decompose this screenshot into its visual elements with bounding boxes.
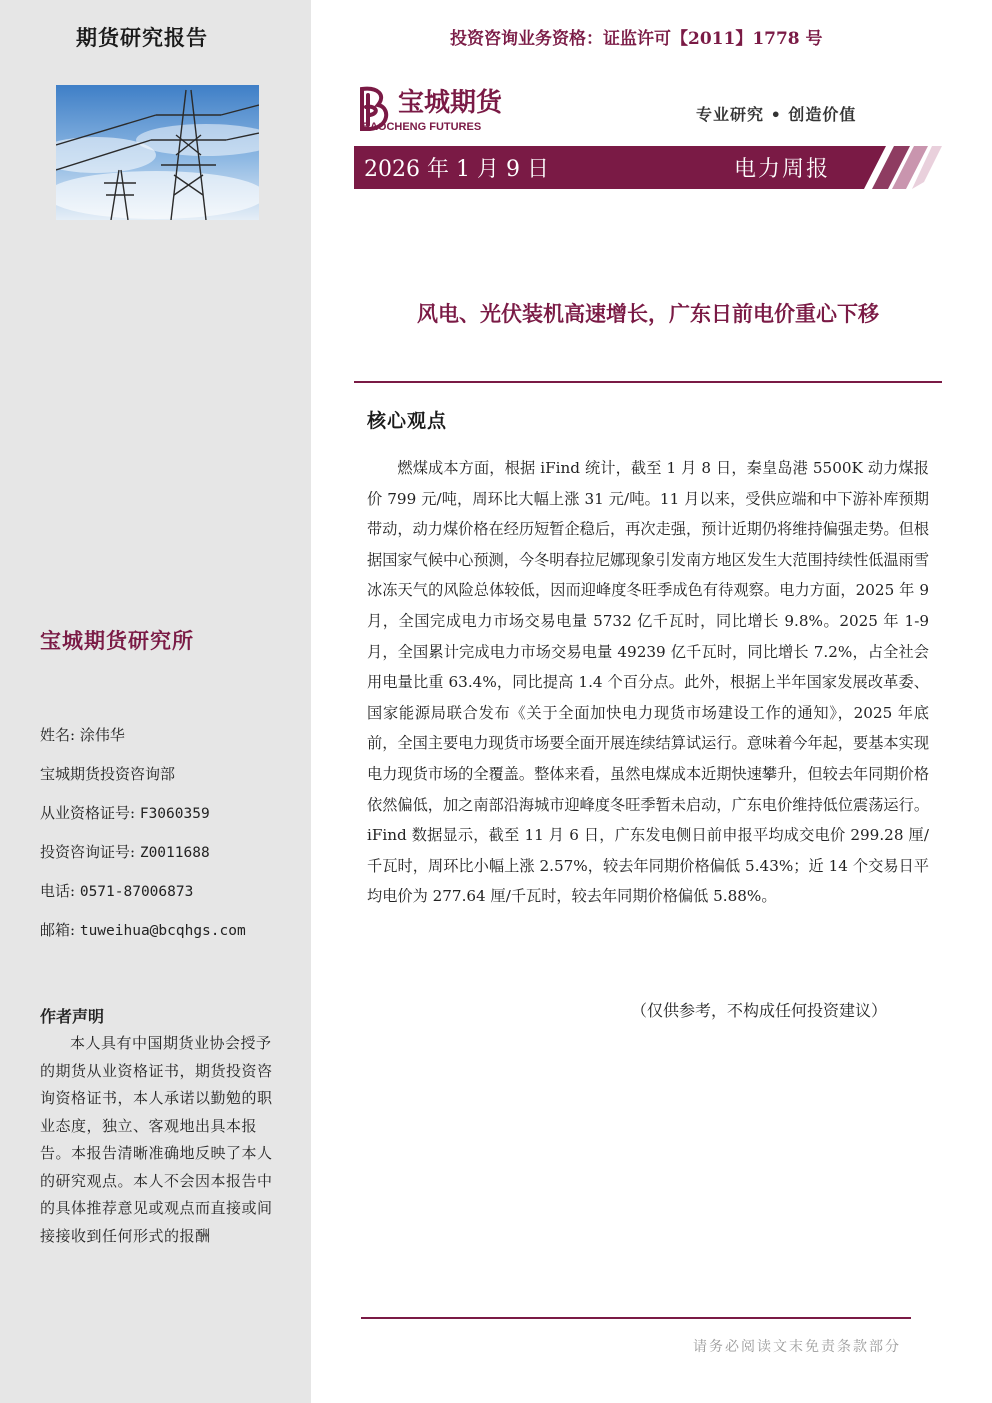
- power-tower-image: [56, 85, 259, 220]
- company-slogan: 专业研究 • 创造价值: [696, 105, 857, 124]
- contact-value: 宝城期货投资咨询部: [40, 765, 176, 783]
- contact-row-department: [40, 763, 246, 802]
- sidebar: [0, 0, 311, 1403]
- power-tower-illustration: [56, 85, 259, 220]
- report-type: 期货研究报告: [76, 25, 208, 50]
- contact-label: 从业资格证号:: [40, 804, 136, 822]
- divider: [354, 381, 942, 383]
- svg-text:BAOCHENG FUTURES: BAOCHENG FUTURES: [362, 121, 482, 133]
- contact-value: 0571-87006873: [79, 884, 194, 900]
- license-statement: 投资咨询业务资格：证监许可【2011】1778 号: [450, 29, 823, 49]
- contact-email-link[interactable]: tuweihua@bcqhgs.com: [79, 923, 246, 939]
- contact-value: 涂伟华: [79, 726, 125, 744]
- report-headline: 风电、光伏装机高速增长，广东日前电价重心下移: [417, 302, 879, 326]
- company-logo-graphic: [356, 85, 526, 133]
- contact-row-phone: [40, 880, 246, 919]
- author-contact: [40, 724, 246, 958]
- report-banner: [354, 146, 942, 189]
- svg-text:宝城期货: 宝城期货: [398, 88, 503, 118]
- contact-row-consulting-license: [40, 841, 246, 880]
- contact-label: 投资咨询证号:: [40, 843, 136, 861]
- contact-label: 电话:: [40, 882, 76, 900]
- footer-disclaimer: 请务必阅读文末免责条款部分: [693, 1339, 901, 1355]
- report-date: 2026 年 1 月 9 日: [364, 157, 549, 182]
- contact-value: F3060359: [139, 806, 210, 822]
- contact-label: 姓名:: [40, 726, 76, 744]
- footer-divider: [361, 1317, 911, 1319]
- contact-value: Z0011688: [139, 845, 210, 861]
- core-view-title: 核心观点: [367, 410, 448, 432]
- company-logo: [356, 85, 526, 137]
- contact-row-name: [40, 724, 246, 763]
- author-declaration-body: 本人具有中国期货业协会授予的期货从业资格证书，期货投资咨询资格证书，本人承诺以勤勉的职业态度，独立、客观地出具本报告。本报告清晰准确地反映了本人的研究观点。本人不会因本报告中的具体推荐意见或观点而直接或间接接收到任何形式的报酬: [40, 1034, 273, 1245]
- report-series-title: 电力周报: [734, 157, 831, 182]
- contact-row-email: [40, 919, 246, 958]
- contact-row-qualification: [40, 802, 246, 841]
- research-institute-name: 宝城期货研究所: [40, 628, 194, 653]
- contact-label: 邮箱:: [40, 921, 76, 939]
- core-view-body: 燃煤成本方面，根据 iFind 统计，截至 1 月 8 日，秦皇岛港 5500K 动力煤报价 799 元/吨，周环比大幅上涨 31 元/吨。11 月以来，受供应端和中下游补库预期带动，动力煤价格在经历短暂企稳后，再次走强，预计近期仍将维持偏强走势。但根据国家气候中心预测，今冬明春拉尼娜现象引发南方地区发生大范围持续性低温雨雪冰冻天气的风险总体较低，因而迎峰度冬旺季成色有待观察。电力方面，2025 年 9 月，全国完成电力市场交易电量 5732 亿千瓦时，同比增长 9.8%。2025 年 1-9 月，全国累计完成电力市场交易电量 49239 亿千瓦时，同比增长 7.2%，占全社会用电量比重 63.4%，同比提高 1.4 个百分点。此外，根据上半年国家发展改革委、国家能源局联合发布《关于全面加快电力现货市场建设工作的通知》，2025 年底前，全国主要电力现货市场要全面开展连续结算试运行。意味着今年起，要基本实现电力现货市场的全覆盖。整体来看，虽然电煤成本近期快速攀升，但较去年同期价格依然偏低，加之南部沿海城市迎峰度冬旺季暂未启动，广东电价维持低位震荡运行。iFind 数据显示，截至 11 月 6 日，广东发电侧日前申报平均成交电价 299.28 厘/千瓦时，周环比小幅上涨 2.57%，较去年同期价格偏低 5.43%；近 14 个交易日平均电价为 277.64 厘/千瓦时，较去年同期价格偏低 5.88%。: [367, 459, 929, 906]
- investment-disclaimer-note: （仅供参考，不构成任何投资建议）: [631, 1001, 888, 1020]
- author-declaration-title: 作者声明: [40, 1007, 105, 1026]
